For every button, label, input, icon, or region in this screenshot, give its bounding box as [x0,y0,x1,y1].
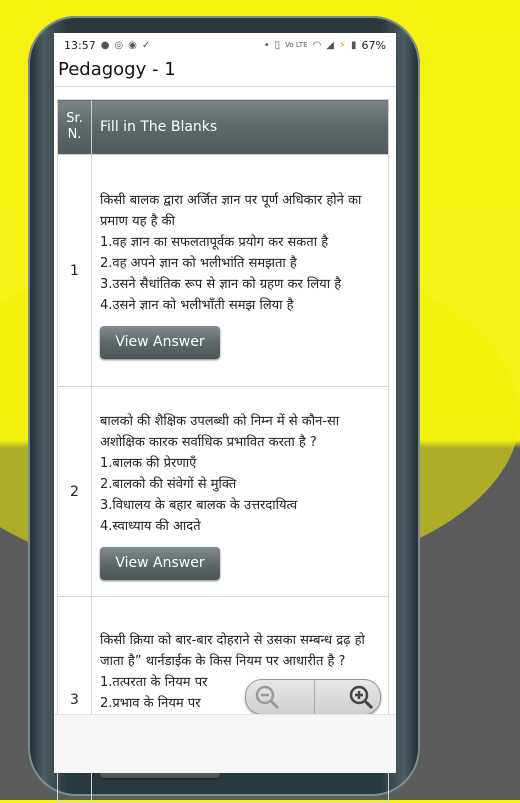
table-row [58,387,389,597]
status-time: 13:57 [64,39,96,52]
option-4: 4.उसने ज्ञान को भलीभाँती समझ लिया है [100,298,294,313]
header-sr-no: Sr. N. [58,100,92,155]
question-text: किसी बालक द्वारा अर्जित ज्ञान पर पूर्ण अधिकार होने का प्रमाण यह है की [100,193,362,229]
table-row [58,155,389,387]
question-text: किसी क्रिया को बार-बार दोहराने से उसका सम्बन्ध द्रढ़ हो जाता है” थार्नडाईक के किस नियम पर आधारीत है ? [100,632,365,669]
option-3: 3.विधालय के बहार बालक के उत्तरदायित्व [100,498,298,513]
option-1: 1.तत्परता के नियम पर [100,674,208,690]
question-cell [92,387,389,597]
option-4: 4.स्वाध्याय की आदते [100,519,201,534]
vibrate-icon: ▯ [274,40,281,51]
instagram-icon: ◎ [114,40,124,51]
row-number: 1 [58,155,92,387]
view-answer-button[interactable]: View Answer [100,326,220,359]
table-header-row [58,100,389,155]
zoom-in-icon [348,684,374,710]
dot-icon: • [263,40,270,51]
option-1: 1.वह ज्ञान का सफलतापूर्वक प्रयोग कर सकता है [100,235,329,250]
question-text: बालको की शैक्षिक उपलब्धी को निम्न में से कौन-सा अशोक्षिक कारक सर्वाधिक प्रभावित करता है ? [100,414,340,450]
bottom-bar [54,714,396,773]
header-fill-blanks: Fill in The Blanks [92,100,389,155]
option-2: 2.वह अपने ज्ञान को भलीभांति समझता है [100,256,297,271]
zoom-in-button[interactable] [315,680,381,714]
page-title: Pedagogy - 1 [54,58,396,87]
volte-icon: Vo LTE [285,41,308,49]
signal-icon: ◢ [326,40,334,51]
option-3: 3.उसने सैधांतिक रूप से ज्ञान को ग्रहण कर लिया है [100,277,342,292]
row-number: 3 [58,597,92,803]
zoom-control [245,679,381,715]
question-cell [92,155,389,387]
row-number: 2 [58,387,92,597]
target-icon: ◉ [128,40,137,51]
option-2: 2.प्रभाव के नियम पर [100,695,201,711]
chat-icon: ● [100,40,110,51]
status-bar [54,33,396,58]
phone-screen [54,33,396,773]
data-saver-icon: ⚡ [339,40,347,51]
battery-icon: ▮ [351,40,357,51]
zoom-out-icon [254,684,280,710]
option-1: 1.बालक की प्रेरणाएँ [100,456,197,471]
questions-table-container[interactable] [54,99,396,715]
wifi-icon: ◠ [312,40,322,51]
option-2: 2.बालको की संवेगों से मुक्ति [100,477,237,492]
check-icon: ✓ [141,40,151,51]
zoom-out-button[interactable] [246,680,315,714]
battery-percent: 67% [361,39,386,52]
view-answer-button[interactable]: View Answer [100,547,220,580]
